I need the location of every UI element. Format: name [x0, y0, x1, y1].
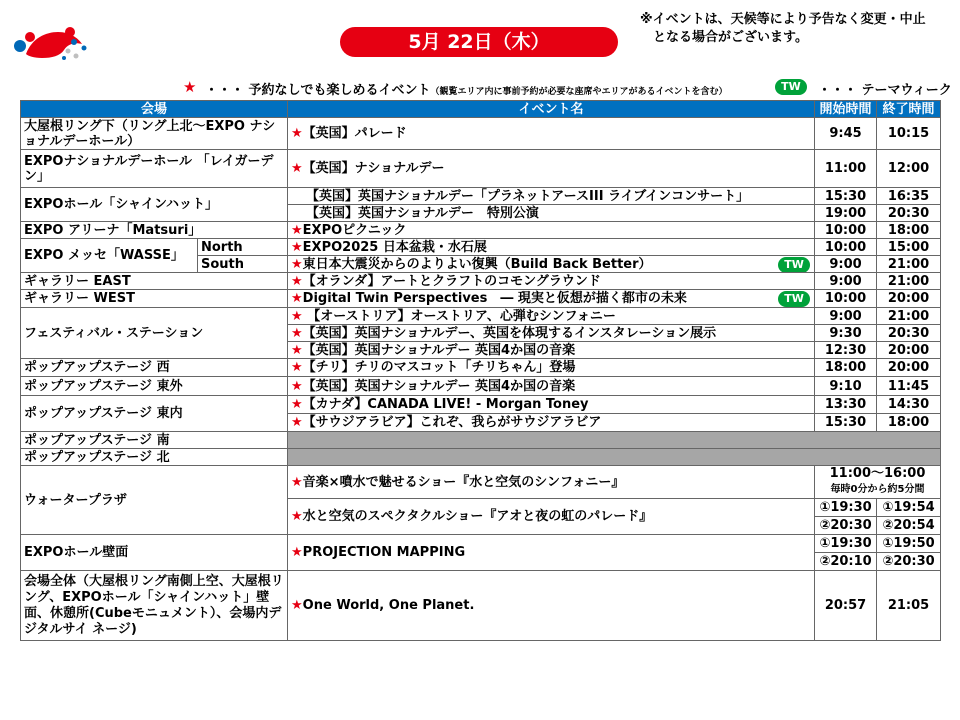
table-row: [21, 396, 941, 414]
star-icon: ★: [291, 545, 303, 560]
end-time: 21:00: [877, 256, 941, 273]
star-icon: ★: [291, 360, 303, 375]
start-time: 9:00: [815, 308, 877, 325]
time-note: 毎時0分から約5分間: [830, 484, 925, 495]
time-range: 11:00〜16:00: [829, 466, 926, 481]
legend: [0, 78, 960, 100]
start-time: ②20:30: [815, 517, 877, 535]
table-row: [21, 118, 941, 150]
venue-cell: ポップアップステージ 南: [21, 432, 288, 449]
event-cell: ★【オランダ】アートとクラフトのコモングラウンド: [288, 273, 815, 290]
event-cell: ★【チリ】チリのマスコット「チリちゃん」登場: [288, 359, 815, 377]
end-time: 10:15: [877, 118, 941, 150]
venue-cell: ギャラリー EAST: [21, 273, 288, 290]
sub-venue-cell: North: [198, 239, 288, 256]
table-row: [21, 466, 941, 499]
change-notice: ※イベントは、天候等により予告なく変更・中止 となる場合がございます。: [640, 12, 926, 45]
table-row: [21, 273, 941, 290]
event-cell: 【英国】英国ナショナルデー「プラネットアースIII ライブインコンサート」: [288, 188, 815, 205]
start-time: ②20:10: [815, 553, 877, 571]
table-row: [21, 239, 941, 256]
star-icon: ★: [291, 598, 303, 613]
date-banner: 5月 22日（木）: [340, 27, 618, 57]
end-time: 18:00: [877, 414, 941, 432]
event-cell: ★水と空気のスペクタクルショー『アオと夜の虹のパレード』: [288, 499, 815, 535]
start-time: 9:45: [815, 118, 877, 150]
start-time: 9:10: [815, 377, 877, 396]
event-cell: ★【英国】英国ナショナルデー 英国4か国の音楽: [288, 377, 815, 396]
start-time: 18:00: [815, 359, 877, 377]
venue-cell: EXPOホール壁面: [21, 535, 288, 571]
star-icon: ★: [291, 342, 303, 358]
end-time: 21:00: [877, 308, 941, 325]
end-time: 18:00: [877, 222, 941, 239]
end-time: 20:00: [877, 342, 941, 359]
start-time: 12:30: [815, 342, 877, 359]
event-cell: ★One World, One Planet.: [288, 571, 815, 641]
start-time: ①19:30: [815, 499, 877, 517]
time-range-cell: [815, 466, 941, 499]
tw-badge: TW: [778, 291, 810, 307]
venue-cell: ポップアップステージ 東外: [21, 377, 288, 396]
end-time: ①19:50: [877, 535, 941, 553]
table-row: [21, 377, 941, 396]
legend-tw-text: ・・・ テーマウィーク: [818, 83, 952, 98]
star-icon: ★: [291, 415, 303, 430]
col-start-header: 開始時間: [815, 101, 877, 118]
table-row: [21, 359, 941, 377]
no-event-cell: [288, 449, 941, 466]
venue-cell: EXPOホール「シャインハット」: [21, 188, 288, 222]
star-icon: ★: [291, 256, 303, 272]
venue-cell: EXPOナショナルデーホール 「レイガーデン」: [21, 150, 288, 188]
star-icon: ★: [291, 239, 303, 255]
start-time: ①19:30: [815, 535, 877, 553]
start-time: 11:00: [815, 150, 877, 188]
venue-cell: 会場全体（大屋根リング南側上空、大屋根リング、EXPOホール「シャインハット」壁面、休憩所(Cubeモニュメント）、会場内デジタルサイ ネージ): [21, 571, 288, 641]
end-time: ②20:54: [877, 517, 941, 535]
event-cell: ★【サウジアラビア】これぞ、我らがサウジアラビア: [288, 414, 815, 432]
end-time: 20:30: [877, 205, 941, 222]
legend-star-note: （観覧エリア内に事前予約が必要な座席やエリアがあるイベントを含む）: [430, 87, 728, 97]
start-time: 13:30: [815, 396, 877, 414]
end-time: ②20:30: [877, 553, 941, 571]
end-time: 12:00: [877, 150, 941, 188]
event-cell: ★【英国】英国ナショナルデー、英国を体現するインスタレーション展示: [288, 325, 815, 342]
start-time: 9:30: [815, 325, 877, 342]
col-end-header: 終了時間: [877, 101, 941, 118]
start-time: 20:57: [815, 571, 877, 641]
event-cell: ★東日本大震災からのよりよい復興（Build Back Better） TW: [288, 256, 815, 273]
venue-cell: EXPO アリーナ「Matsuri」: [21, 222, 288, 239]
start-time: 9:00: [815, 256, 877, 273]
star-icon: ★: [291, 161, 303, 176]
event-schedule-table: [20, 100, 941, 641]
star-icon: ★: [291, 308, 303, 324]
event-cell: ★【英国】パレード: [288, 118, 815, 150]
start-time: 9:00: [815, 273, 877, 290]
star-icon: ★: [291, 397, 303, 412]
star-icon: ★: [291, 325, 303, 341]
end-time: 21:05: [877, 571, 941, 641]
table-row: [21, 535, 941, 553]
venue-cell: ポップアップステージ 西: [21, 359, 288, 377]
table-row: [21, 290, 941, 308]
event-cell: ★【英国】ナショナルデー: [288, 150, 815, 188]
table-row: [21, 308, 941, 325]
end-time: ①19:54: [877, 499, 941, 517]
start-time: 15:30: [815, 188, 877, 205]
table-row: [21, 571, 941, 641]
end-time: 20:00: [877, 290, 941, 308]
col-event-header: イベント名: [288, 101, 815, 118]
venue-cell: 大屋根リング下（リング上北〜EXPO ナショナルデーホール）: [21, 118, 288, 150]
table-row: [21, 432, 941, 449]
start-time: 10:00: [815, 239, 877, 256]
star-icon: ★: [183, 78, 197, 96]
star-icon: ★: [291, 291, 303, 306]
star-icon: ★: [291, 474, 303, 490]
venue-cell: ウォータープラザ: [21, 466, 288, 535]
venue-cell: ポップアップステージ 北: [21, 449, 288, 466]
event-cell: ★【英国】英国ナショナルデー 英国4か国の音楽: [288, 342, 815, 359]
end-time: 15:00: [877, 239, 941, 256]
venue-cell: フェスティバル・ステーション: [21, 308, 288, 359]
venue-cell: EXPO メッセ「WASSE」: [21, 239, 198, 273]
venue-cell: ギャラリー WEST: [21, 290, 288, 308]
end-time: 20:00: [877, 359, 941, 377]
tw-badge: TW: [775, 79, 807, 95]
end-time: 16:35: [877, 188, 941, 205]
expo-logo: [12, 18, 92, 64]
end-time: 20:30: [877, 325, 941, 342]
table-row: [21, 222, 941, 239]
event-cell: ★EXPOピクニック: [288, 222, 815, 239]
start-time: 15:30: [815, 414, 877, 432]
event-cell: ★PROJECTION MAPPING: [288, 535, 815, 571]
venue-cell: ポップアップステージ 東内: [21, 396, 288, 432]
end-time: 21:00: [877, 273, 941, 290]
sub-venue-cell: South: [198, 256, 288, 273]
star-icon: ★: [291, 509, 303, 524]
event-cell: ★Digital Twin Perspectives ― 現実と仮想が描く都市の未来 TW: [288, 290, 815, 308]
table-row: [21, 150, 941, 188]
no-event-cell: [288, 432, 941, 449]
col-venue-header: 会場: [21, 101, 288, 118]
star-icon: ★: [291, 126, 303, 141]
tw-badge: TW: [778, 257, 810, 273]
end-time: 14:30: [877, 396, 941, 414]
event-cell: 【英国】英国ナショナルデー 特別公演: [288, 205, 815, 222]
event-cell: ★EXPO2025 日本盆栽・水石展: [288, 239, 815, 256]
legend-star-text: ・・・ 予約なしでも楽しめるイベント（観覧エリア内に事前予約が必要な座席やエリアがあるイベントを含む）: [205, 83, 728, 98]
end-time: 11:45: [877, 377, 941, 396]
start-time: 10:00: [815, 290, 877, 308]
star-icon: ★: [291, 378, 303, 394]
start-time: 10:00: [815, 222, 877, 239]
event-cell: ★音楽×噴水で魅せるショー『水と空気のシンフォニー』: [288, 466, 815, 499]
table-row: [21, 188, 941, 205]
event-cell: ★ 【オーストリア】オーストリア、心弾むシンフォニー: [288, 308, 815, 325]
table-row: [21, 449, 941, 466]
event-cell: ★【カナダ】CANADA LIVE! - Morgan Toney: [288, 396, 815, 414]
start-time: 19:00: [815, 205, 877, 222]
star-icon: ★: [291, 273, 303, 289]
star-icon: ★: [291, 222, 303, 238]
